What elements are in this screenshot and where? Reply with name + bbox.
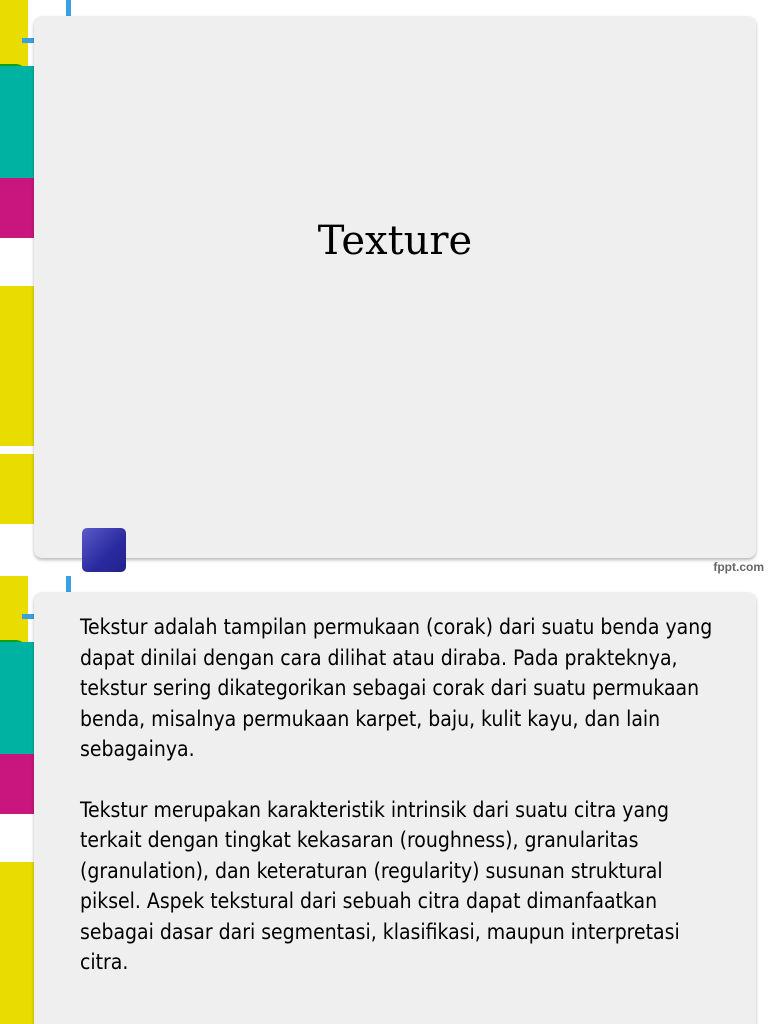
slide-body [80,612,728,1008]
paragraph-1: Tekstur adalah tampilan permukaan (corak) dari suatu benda yang dapat dinilai dengan cara dilihat atau diraba. Pada prakteknya, tekstur sering dikategorikan sebagai corak dari suatu permukaan benda, misalnya permukaan karpet, baju, kulit kayu, dan lain sebagainya. [80,615,713,761]
paragraph-2: Tekstur merupakan karakteristik intrinsik dari suatu citra yang terkait dengan tingkat kekasaran (roughness), granularitas (granulation), dan keteraturan (regularity) susunan struktural piksel. Aspek tekstural dari sebuah citra dapat dimanfaatkan sebagai dasar dari segmentasi, klasifikasi, maupun interpretasi citra. [80,797,680,974]
slide-2 [0,576,768,1024]
fppt-logo: fppt.com [713,560,764,574]
slide-1-panel [34,16,756,558]
slide-title: Texture [317,218,473,264]
decor-purple-square [82,528,126,572]
